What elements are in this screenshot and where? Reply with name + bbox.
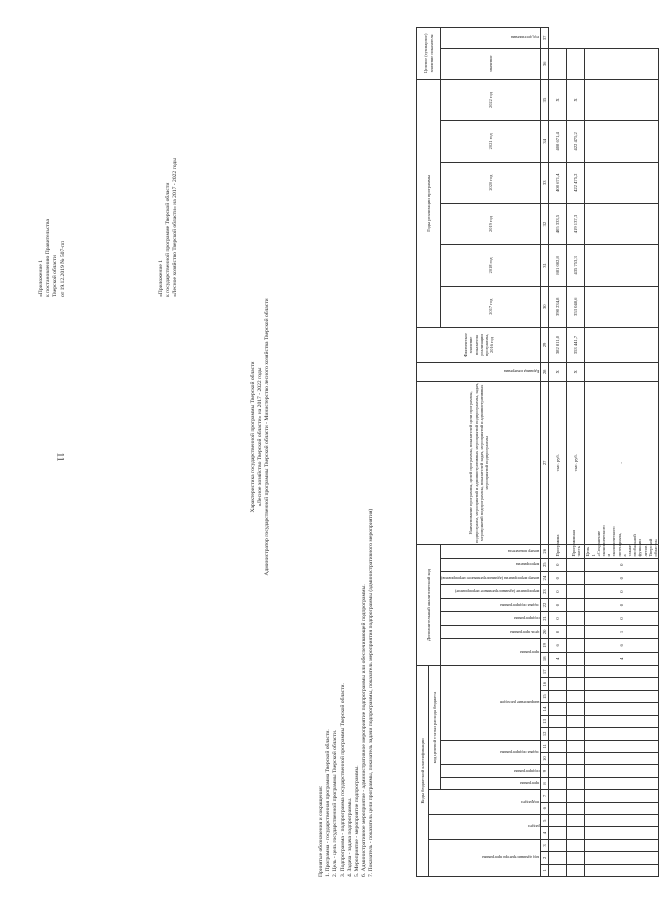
table-cell	[549, 752, 567, 764]
table-cell	[585, 814, 659, 826]
column-number: 13	[541, 715, 549, 727]
table-cell: 0	[549, 625, 567, 638]
appendix-header-new	[38, 57, 67, 297]
column-number: 11	[541, 740, 549, 752]
column-number: 26	[541, 545, 549, 559]
table-cell	[585, 79, 659, 120]
table-cell: 0	[549, 612, 567, 625]
table-cell	[549, 814, 567, 826]
ex-nomer-meropriyatiya: номер мероприятия (административного мероприятия)	[441, 571, 541, 584]
table-cell	[567, 715, 585, 727]
column-number: 1	[541, 864, 549, 876]
table-cell	[585, 363, 659, 382]
column-number: 29	[541, 327, 549, 362]
table-cell	[567, 598, 585, 611]
column-number: 25	[541, 558, 549, 571]
table-cell	[585, 48, 659, 79]
table-cell: 0	[585, 571, 659, 584]
table-cell: 0	[549, 558, 567, 571]
table-cell: 398 234,8	[549, 286, 567, 327]
table-cell	[567, 752, 585, 764]
table-cell: 1	[585, 625, 659, 638]
table-cell	[585, 121, 659, 162]
table-cell	[567, 765, 585, 777]
table-cell: 0	[549, 598, 567, 611]
table-row	[567, 28, 585, 877]
table-cell	[549, 827, 567, 839]
table-cell	[567, 585, 585, 598]
table-cell	[567, 612, 585, 625]
table-cell	[567, 827, 585, 839]
column-number: 34	[541, 121, 549, 162]
table-cell	[549, 802, 567, 814]
table-cell: 422 475,2	[567, 162, 585, 203]
table-cell	[549, 666, 567, 678]
table-cell	[549, 715, 567, 727]
column-number: 36	[541, 48, 549, 79]
target-article-header: код целевой статьи расхода бюджета	[429, 666, 441, 790]
table-cell	[549, 48, 567, 79]
column-number: 12	[541, 728, 549, 740]
table-cell	[567, 740, 585, 752]
table-cell	[549, 765, 567, 777]
year-2017-header: 2017 год	[441, 286, 541, 327]
table-cell	[567, 48, 585, 79]
table-row	[585, 28, 659, 877]
table-cell	[567, 852, 585, 864]
year-2019-header: 2019 год	[441, 203, 541, 244]
table-cell	[567, 678, 585, 690]
table-cell	[585, 802, 659, 814]
table-cell	[549, 678, 567, 690]
column-number: 6	[541, 802, 549, 814]
page-number: 11	[55, 452, 66, 462]
table-cell	[567, 639, 585, 652]
table-cell	[567, 777, 585, 789]
column-number: 27	[541, 381, 549, 544]
table-cell: 0	[585, 558, 659, 571]
ex-cel: цель программы	[441, 625, 541, 638]
table-cell	[567, 864, 585, 876]
table-cell	[567, 790, 585, 802]
appendix-line: от 19.12.2019 № 507-пп	[59, 240, 66, 297]
column-number: 23	[541, 585, 549, 598]
notes-item: 2. Цель - цель государственной программы Тверской области.	[332, 729, 339, 877]
column-number: 31	[541, 245, 549, 286]
table-cell	[549, 728, 567, 740]
column-number: 7	[541, 790, 549, 802]
table-cell	[549, 740, 567, 752]
target-year-header: год достижения	[441, 28, 541, 49]
column-number: 19	[541, 639, 549, 652]
table-cell: 422 475,2	[567, 121, 585, 162]
table-cell: Программа	[549, 545, 567, 559]
table-cell	[567, 802, 585, 814]
abbreviations-notes	[318, 317, 376, 877]
table-cell	[585, 286, 659, 327]
table-cell: тыс. руб.	[567, 381, 585, 544]
table-cell: X	[567, 79, 585, 120]
extra-code-header: Дополнительный аналитический код	[417, 545, 441, 666]
tc-podprogramma: подпрограмма	[441, 765, 541, 777]
table-cell	[567, 814, 585, 826]
table-cell: 405 333,5	[549, 203, 567, 244]
ex-zadacha: задача подпрограммы	[441, 598, 541, 611]
admin-code-header: код администратора программы	[429, 839, 541, 876]
podrazdel-header: подраздел	[429, 790, 541, 815]
year-2022-header: 2022 год	[441, 79, 541, 120]
column-number: 32	[541, 203, 549, 244]
table-cell: 408 671,4	[549, 121, 567, 162]
notes-item: 7. Показатель - показатель цели программы, показатель задачи подпрограммы, показатель мероприятия подпрограммы (административного мероприятия)	[368, 508, 375, 877]
ex-programma: программа	[441, 639, 541, 666]
appendix-header-old	[158, 17, 180, 297]
table-cell: 0	[585, 612, 659, 625]
appendix-line: Тверской области	[52, 255, 59, 297]
table-cell	[585, 839, 659, 851]
table-cell	[585, 715, 659, 727]
rotated-page-content	[18, 17, 659, 887]
column-number: 30	[541, 286, 549, 327]
table-row	[549, 28, 567, 877]
column-number: 35	[541, 79, 549, 120]
table-cell: 408 671,4	[549, 162, 567, 203]
table-cell	[585, 765, 659, 777]
table-cell: X	[549, 363, 567, 382]
appendix-line: «Приложение 1	[158, 259, 164, 297]
title-line: Администратор государственной программы Тверской области - Министерство лесного хозяйства Тверской области	[264, 298, 271, 576]
table-cell	[585, 752, 659, 764]
actual-header: Фактическое значение показателя реализации программы, 2016 год	[417, 327, 541, 362]
table-cell: 6	[549, 639, 567, 652]
table-cell	[585, 327, 659, 362]
table-cell: 881 082,8	[549, 245, 567, 286]
title-line: «Лесное хозяйство Тверской области» на 2017 - 2022 годы	[257, 367, 264, 507]
table-cell: X	[567, 363, 585, 382]
table-cell	[567, 839, 585, 851]
ex-nomer-pokazatelya: номер показателя	[441, 545, 541, 559]
table-cell	[549, 864, 567, 876]
column-number: 5	[541, 814, 549, 826]
table-cell: Цель 1 «Сохранение экономического и экологического потенциала, а также глобальной функции лесов Тверской области»	[585, 525, 659, 557]
table-cell	[585, 827, 659, 839]
table-cell	[585, 852, 659, 864]
table-cell	[585, 245, 659, 286]
table-cell	[585, 864, 659, 876]
table-cell	[567, 625, 585, 638]
table-cell	[567, 652, 585, 665]
table-cell	[585, 162, 659, 203]
table-cell: 0	[549, 571, 567, 584]
table-cell: 382 811,0	[549, 327, 567, 362]
razdel-header: раздел	[429, 814, 541, 839]
table-cell	[585, 690, 659, 702]
notes-item: 6. Административное мероприятие - административное мероприятие подпрограммы или обеспечивающей подпрограммы.	[361, 584, 368, 877]
table-cell	[549, 790, 567, 802]
column-number: 14	[541, 703, 549, 715]
table-cell	[567, 558, 585, 571]
unit-header: Единица измерения	[417, 363, 541, 382]
table-cell	[567, 690, 585, 702]
table-cell: -	[585, 381, 659, 544]
table-cell	[567, 703, 585, 715]
table-cell: тыс. руб.	[549, 381, 567, 544]
column-number: 3	[541, 839, 549, 851]
table-cell	[549, 690, 567, 702]
column-number-row	[541, 28, 549, 877]
tc-zadacha: задача подпрограммы	[441, 740, 541, 765]
column-number: 28	[541, 363, 549, 382]
year-2021-header: 2021 год	[441, 121, 541, 162]
tc-programma: программа	[441, 777, 541, 789]
year-2018-header: 2018 год	[441, 245, 541, 286]
table-cell: 4	[585, 652, 659, 665]
column-number: 9	[541, 765, 549, 777]
column-number: 8	[541, 777, 549, 789]
column-number: 24	[541, 571, 549, 584]
appendix-line: «Лесное хозяйство Тверской области» на 2017 - 2022 годы	[172, 157, 179, 297]
notes-item: 3. Подпрограмма - подпрограмма государственной программы Тверской области.	[339, 683, 346, 877]
table-cell: 0	[585, 585, 659, 598]
table-cell	[585, 678, 659, 690]
table-cell: 419 137,3	[567, 203, 585, 244]
ex-vid: мероприятия	[441, 558, 541, 571]
table-cell	[549, 852, 567, 864]
target-value-header: значение	[441, 48, 541, 79]
tc-napravlenie: направление расходов	[441, 666, 541, 741]
column-number: 2	[541, 852, 549, 864]
year-2020-header: 2020 год	[441, 162, 541, 203]
title-line: Характеристика государственной программы Тверской области	[250, 361, 256, 513]
table-cell: 0	[549, 585, 567, 598]
ex-podprogramma: подпрограмма	[441, 612, 541, 625]
target-header: Целевое (суммарное) значение показателя	[417, 28, 441, 80]
table-cell: 435 753,3	[567, 245, 585, 286]
appendix-line: «Приложение 1	[38, 259, 44, 297]
column-number: 4	[541, 827, 549, 839]
column-number: 16	[541, 678, 549, 690]
document-title	[250, 157, 272, 717]
table-cell	[549, 839, 567, 851]
table-cell: 353 048,6	[567, 286, 585, 327]
table-cell	[567, 571, 585, 584]
notes-heading: Принятые обозначения и сокращения:	[318, 785, 324, 877]
budget-codes-header: Коды бюджетной классификации	[417, 666, 429, 877]
appendix-line: к государственной программе Тверской области	[165, 182, 172, 297]
table-cell	[585, 728, 659, 740]
table-cell	[585, 203, 659, 244]
table-cell: 0	[585, 598, 659, 611]
appendix-line: к постановлению Правительства	[45, 219, 52, 297]
years-header: Годы реализации программы	[417, 79, 441, 327]
table-cell	[567, 728, 585, 740]
table-cell	[585, 790, 659, 802]
notes-item: 1. Программа - государственная программа Тверской области.	[325, 729, 332, 877]
table-cell: 6	[585, 639, 659, 652]
table-cell	[585, 740, 659, 752]
column-number: 10	[541, 752, 549, 764]
table-cell: 4	[549, 652, 567, 665]
program-characteristics-table	[416, 27, 659, 877]
table-cell	[567, 666, 585, 678]
ex-meropriyatie: мероприятие (административное мероприятие)	[441, 585, 541, 598]
column-number: 18	[541, 652, 549, 665]
table-cell: 353 441,7	[567, 327, 585, 362]
column-number: 21	[541, 612, 549, 625]
column-number: 22	[541, 598, 549, 611]
table-cell	[549, 777, 567, 789]
table-cell	[585, 703, 659, 715]
column-number: 20	[541, 625, 549, 638]
table-cell	[585, 777, 659, 789]
notes-item: 4. Задача - задача подпрограммы.	[346, 797, 353, 877]
table-cell	[585, 666, 659, 678]
column-number: 17	[541, 666, 549, 678]
table-cell	[549, 703, 567, 715]
column-number: 33	[541, 162, 549, 203]
table-cell: Программная часть	[567, 545, 585, 559]
name-header: Наименование программы, целей программы, показателей цели программы, подпрограмм, мероприятий и административных мероприятий подпрограммы, задач, мероприятий подпрограммы, показателей задач, мероприятий и административных мероприятий подпрограммы	[417, 381, 541, 544]
column-number: 37	[541, 28, 549, 49]
table-cell: X	[549, 79, 567, 120]
notes-item: 5. Мероприятие - мероприятие подпрограммы.	[354, 765, 361, 877]
column-number: 15	[541, 690, 549, 702]
